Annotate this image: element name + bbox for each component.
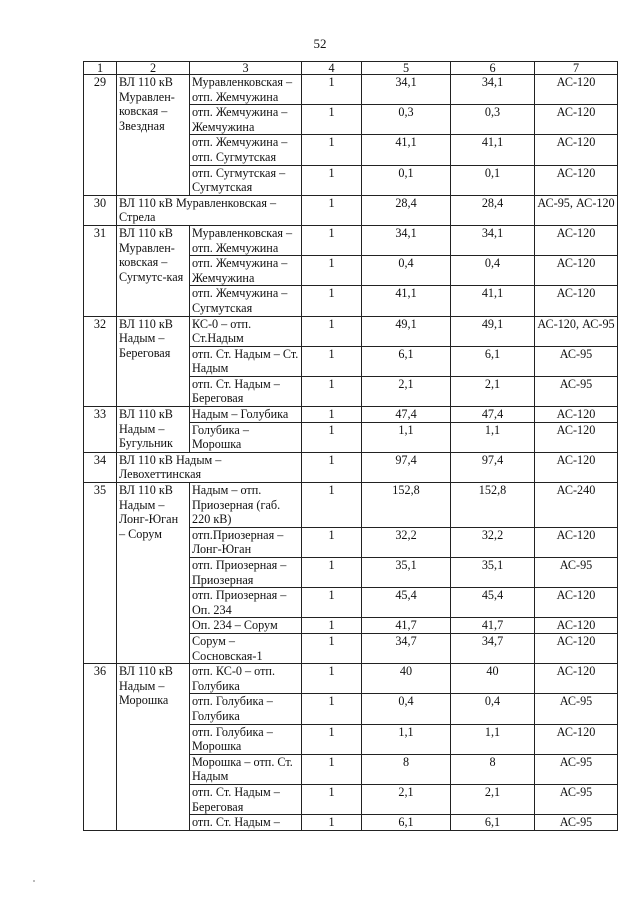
length-value: 28,4 — [362, 195, 451, 225]
line-name: ВЛ 110 кВ Муравлен-ковская – Сугмутс-кая — [117, 225, 190, 316]
row-number: 30 — [84, 195, 117, 225]
length-value: 6,1 — [362, 346, 451, 376]
table-row — [84, 452, 618, 482]
wire-type: АС-120 — [535, 527, 618, 557]
segment-name: отп. Ст. Надым – Береговая — [190, 376, 302, 406]
wire-type: АС-95 — [535, 558, 618, 588]
line-name: ВЛ 110 кВ Надым – Лонг-Юган – Сорум — [117, 483, 190, 664]
header-row — [84, 62, 618, 75]
segment-name: Надым – отп. Приозерная (габ. 220 кВ) — [190, 483, 302, 528]
circuit-count: 1 — [302, 286, 362, 316]
circuit-count: 1 — [302, 618, 362, 634]
length-value: 152,8 — [451, 483, 535, 528]
circuit-count: 1 — [302, 422, 362, 452]
circuit-count: 1 — [302, 407, 362, 423]
length-value: 41,1 — [362, 286, 451, 316]
wire-type: АС-95 — [535, 694, 618, 724]
segment-name: Сорум – Сосновская-1 — [190, 633, 302, 663]
circuit-count: 1 — [302, 452, 362, 482]
circuit-count: 1 — [302, 316, 362, 346]
segment-name: Голубика – Морошка — [190, 422, 302, 452]
wire-type: АС-120 — [535, 618, 618, 634]
segment-name: отп. Ст. Надым – Береговая — [190, 784, 302, 814]
column-header: 3 — [190, 62, 302, 75]
line-name: ВЛ 110 кВ Надым – Левохеттинская — [117, 452, 302, 482]
length-value: 0,4 — [451, 256, 535, 286]
length-value: 49,1 — [451, 316, 535, 346]
segment-name: отп. Жемчужина – Жемчужина — [190, 256, 302, 286]
length-value: 6,1 — [362, 815, 451, 831]
circuit-count: 1 — [302, 784, 362, 814]
line-name: ВЛ 110 кВ Надым – Морошка — [117, 664, 190, 831]
circuit-count: 1 — [302, 376, 362, 406]
length-value: 28,4 — [451, 195, 535, 225]
line-name: ВЛ 110 кВ Надым – Бугульник — [117, 407, 190, 453]
length-value: 2,1 — [362, 784, 451, 814]
table-row — [84, 225, 618, 255]
length-value: 1,1 — [362, 724, 451, 754]
length-value: 34,7 — [362, 633, 451, 663]
wire-type: АС-120 — [535, 422, 618, 452]
length-value: 47,4 — [362, 407, 451, 423]
length-value: 41,7 — [362, 618, 451, 634]
circuit-count: 1 — [302, 346, 362, 376]
length-value: 0,3 — [451, 105, 535, 135]
wire-type: АС-120 — [535, 588, 618, 618]
length-value: 41,1 — [451, 286, 535, 316]
wire-type: АС-120 — [535, 664, 618, 694]
wire-type: АС-120 — [535, 407, 618, 423]
table-row — [84, 195, 618, 225]
length-value: 1,1 — [362, 422, 451, 452]
wire-type: АС-120 — [535, 135, 618, 165]
length-value: 34,1 — [451, 75, 535, 105]
length-value: 152,8 — [362, 483, 451, 528]
circuit-count: 1 — [302, 527, 362, 557]
circuit-count: 1 — [302, 724, 362, 754]
wire-type: АС-95 — [535, 784, 618, 814]
length-value: 40 — [362, 664, 451, 694]
circuit-count: 1 — [302, 588, 362, 618]
segment-name: отп. Жемчужина – Жемчужина — [190, 105, 302, 135]
segment-name: Муравленковская – отп. Жемчужина — [190, 75, 302, 105]
segment-name: отп. Голубика – Голубика — [190, 694, 302, 724]
line-name: ВЛ 110 кВ Муравлен-ковская – Звездная — [117, 75, 190, 196]
circuit-count: 1 — [302, 754, 362, 784]
length-value: 0,1 — [451, 165, 535, 195]
circuit-count: 1 — [302, 256, 362, 286]
length-value: 2,1 — [451, 784, 535, 814]
segment-name: Муравленковская – отп. Жемчужина — [190, 225, 302, 255]
wire-type: АС-120 — [535, 256, 618, 286]
segment-name: Морошка – отп. Ст. Надым — [190, 754, 302, 784]
segment-name: отп. Ст. Надым – Ст. Надым — [190, 346, 302, 376]
row-number: 36 — [84, 664, 117, 831]
length-value: 45,4 — [451, 588, 535, 618]
column-header: 2 — [117, 62, 190, 75]
circuit-count: 1 — [302, 195, 362, 225]
length-value: 45,4 — [362, 588, 451, 618]
wire-type: АС-120 — [535, 75, 618, 105]
length-value: 2,1 — [362, 376, 451, 406]
column-header: 4 — [302, 62, 362, 75]
circuit-count: 1 — [302, 105, 362, 135]
length-value: 34,1 — [362, 225, 451, 255]
segment-name: отп. Ст. Надым – — [190, 815, 302, 831]
wire-type: АС-95 — [535, 754, 618, 784]
length-value: 2,1 — [451, 376, 535, 406]
row-number: 31 — [84, 225, 117, 316]
segment-name: Надым – Голубика — [190, 407, 302, 423]
scan-speck — [33, 880, 35, 882]
length-value: 97,4 — [451, 452, 535, 482]
length-value: 0,1 — [362, 165, 451, 195]
segment-name: отп. Приозерная – Приозерная — [190, 558, 302, 588]
row-number: 33 — [84, 407, 117, 453]
wire-type: АС-95 — [535, 815, 618, 831]
segment-name: отп.Приозерная – Лонг-Юган — [190, 527, 302, 557]
length-value: 49,1 — [362, 316, 451, 346]
length-value: 41,1 — [362, 135, 451, 165]
wire-type: АС-120, АС-95 — [535, 316, 618, 346]
circuit-count: 1 — [302, 633, 362, 663]
table-row — [84, 483, 618, 528]
length-value: 41,1 — [451, 135, 535, 165]
column-header: 6 — [451, 62, 535, 75]
length-value: 40 — [451, 664, 535, 694]
length-value: 97,4 — [362, 452, 451, 482]
column-header: 7 — [535, 62, 618, 75]
row-number: 29 — [84, 75, 117, 196]
line-name: ВЛ 110 кВ Надым – Береговая — [117, 316, 190, 407]
length-value: 0,4 — [362, 694, 451, 724]
length-value: 1,1 — [451, 724, 535, 754]
row-number: 35 — [84, 483, 117, 664]
length-value: 1,1 — [451, 422, 535, 452]
wire-type: АС-120 — [535, 633, 618, 663]
length-value: 35,1 — [451, 558, 535, 588]
wire-type: АС-95 — [535, 346, 618, 376]
circuit-count: 1 — [302, 664, 362, 694]
length-value: 47,4 — [451, 407, 535, 423]
wire-type: АС-120 — [535, 452, 618, 482]
segment-name: отп. КС-0 – отп. Голубика — [190, 664, 302, 694]
column-header: 5 — [362, 62, 451, 75]
page-number: 52 — [313, 36, 327, 51]
length-value: 0,4 — [451, 694, 535, 724]
wire-type: АС-120 — [535, 105, 618, 135]
circuit-count: 1 — [302, 75, 362, 105]
length-value: 8 — [451, 754, 535, 784]
wire-type: АС-240 — [535, 483, 618, 528]
table-row — [84, 316, 618, 346]
line-name: ВЛ 110 кВ Муравленковская – Стрела — [117, 195, 302, 225]
length-value: 34,1 — [362, 75, 451, 105]
length-value: 6,1 — [451, 346, 535, 376]
wire-type: АС-120 — [535, 286, 618, 316]
circuit-count: 1 — [302, 165, 362, 195]
wire-type: АС-120 — [535, 225, 618, 255]
wire-type: АС-95, АС-120 — [535, 195, 618, 225]
wire-type: АС-120 — [535, 165, 618, 195]
length-value: 35,1 — [362, 558, 451, 588]
segment-name: отп. Жемчужина – отп. Сугмутская — [190, 135, 302, 165]
row-number: 32 — [84, 316, 117, 407]
segment-name: отп. Сугмутская – Сугмутская — [190, 165, 302, 195]
wire-type: АС-120 — [535, 724, 618, 754]
segment-name: отп. Приозерная – Оп. 234 — [190, 588, 302, 618]
length-value: 0,3 — [362, 105, 451, 135]
table-row — [84, 407, 618, 423]
length-value: 0,4 — [362, 256, 451, 286]
circuit-count: 1 — [302, 225, 362, 255]
length-value: 41,7 — [451, 618, 535, 634]
wire-type: АС-95 — [535, 376, 618, 406]
segment-name: КС-0 – отп. Ст.Надым — [190, 316, 302, 346]
length-value: 32,2 — [362, 527, 451, 557]
power-lines-table — [83, 61, 618, 831]
circuit-count: 1 — [302, 694, 362, 724]
length-value: 34,1 — [451, 225, 535, 255]
length-value: 8 — [362, 754, 451, 784]
length-value: 34,7 — [451, 633, 535, 663]
table-body — [84, 75, 618, 831]
segment-name: Оп. 234 – Сорум — [190, 618, 302, 634]
column-header: 1 — [84, 62, 117, 75]
circuit-count: 1 — [302, 135, 362, 165]
length-value: 6,1 — [451, 815, 535, 831]
length-value: 32,2 — [451, 527, 535, 557]
segment-name: отп. Жемчужина – Сугмутская — [190, 286, 302, 316]
segment-name: отп. Голубика – Морошка — [190, 724, 302, 754]
table-row — [84, 75, 618, 105]
circuit-count: 1 — [302, 558, 362, 588]
circuit-count: 1 — [302, 483, 362, 528]
table-row — [84, 664, 618, 694]
circuit-count: 1 — [302, 815, 362, 831]
row-number: 34 — [84, 452, 117, 482]
